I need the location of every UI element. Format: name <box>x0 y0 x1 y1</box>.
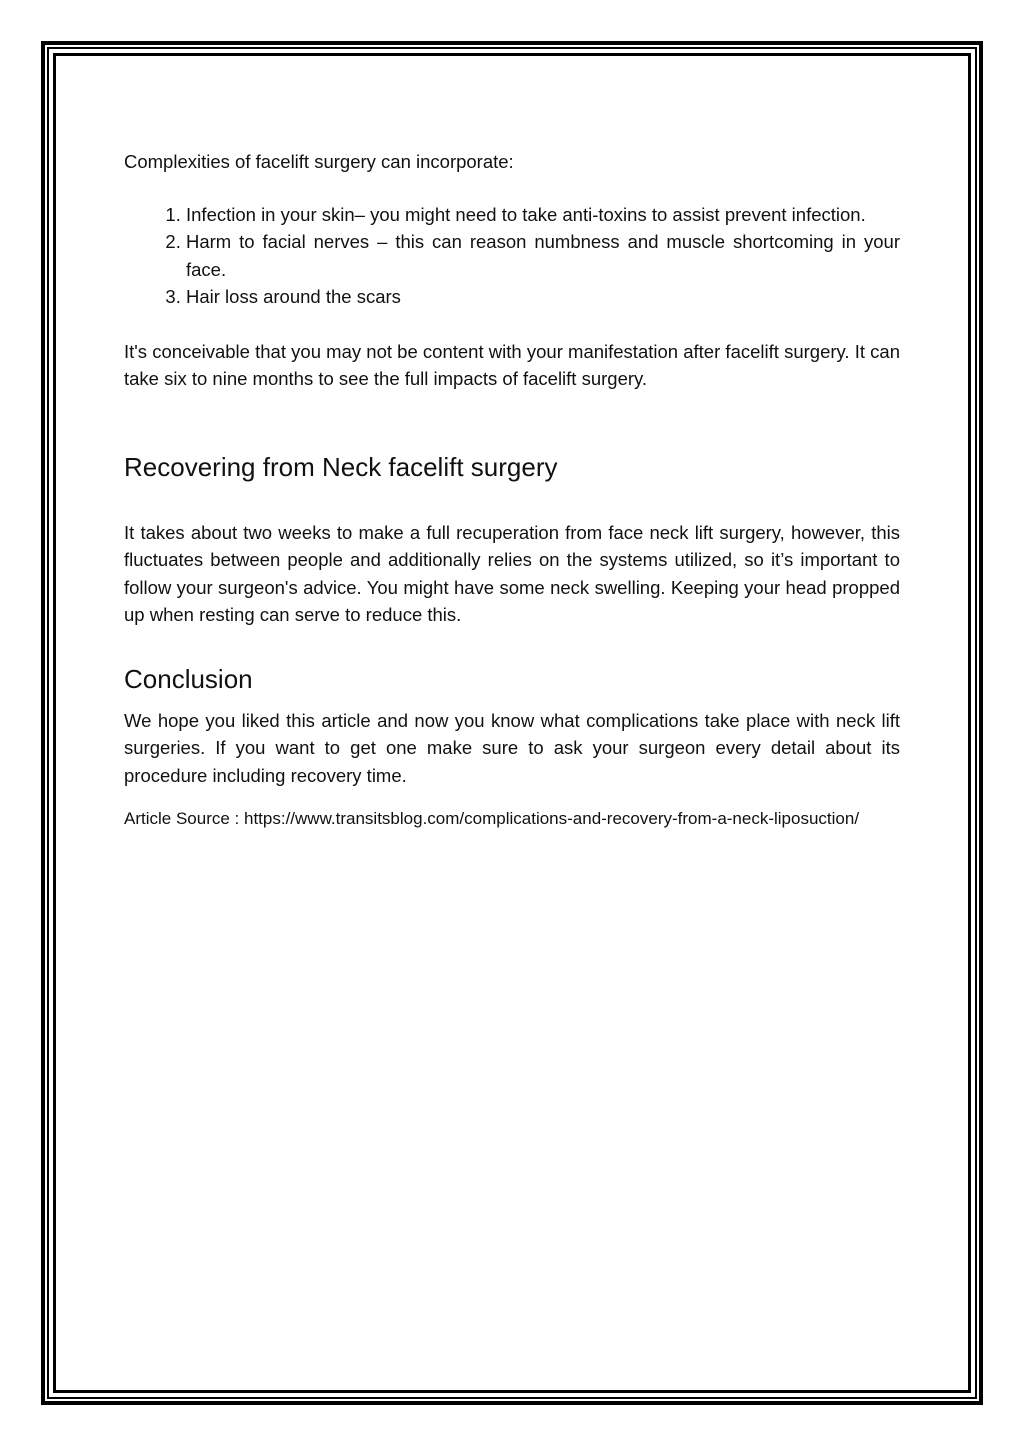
conclusion-heading: Conclusion <box>124 663 253 694</box>
source-link[interactable]: https://www.transitsblog.com/complications-and-recovery-from-a-neck-liposuction/ <box>244 809 860 828</box>
recovering-paragraph: It takes about two weeks to make a full recuperation from face neck lift surgery, however, this fluctuates between people and additionally relies on the systems utilized, so it’s important to follow your surgeon's advice. You might have some neck swelling. Keeping your head propped up when resting can serve to reduce this. <box>124 521 900 625</box>
article-source <box>124 806 900 831</box>
intro-text: Complexities of facelift surgery can incorporate: <box>124 151 514 172</box>
list-item: 3. Hair loss around the scars <box>186 283 900 311</box>
complications-list <box>124 201 900 311</box>
source-label: Article Source : <box>124 809 240 828</box>
conclusion-paragraph: We hope you liked this article and now you know what complications take place with neck lift surgeries. If you want to get one make sure to ask your surgeon every detail about its procedure including recovery time. <box>124 709 900 786</box>
satisfaction-paragraph: It's conceivable that you may not be content with your manifestation after facelift surgery. It can take six to nine months to see the full impacts of facelift surgery. <box>124 340 900 389</box>
list-item: 2. Harm to facial nerves – this can reason numbness and muscle shortcoming in your face. <box>186 228 900 283</box>
list-item: 1. Infection in your skin– you might need to take anti-toxins to assist prevent infection. <box>186 201 900 229</box>
recovering-heading: Recovering from Neck facelift surgery <box>124 451 558 482</box>
document-body <box>124 148 900 831</box>
